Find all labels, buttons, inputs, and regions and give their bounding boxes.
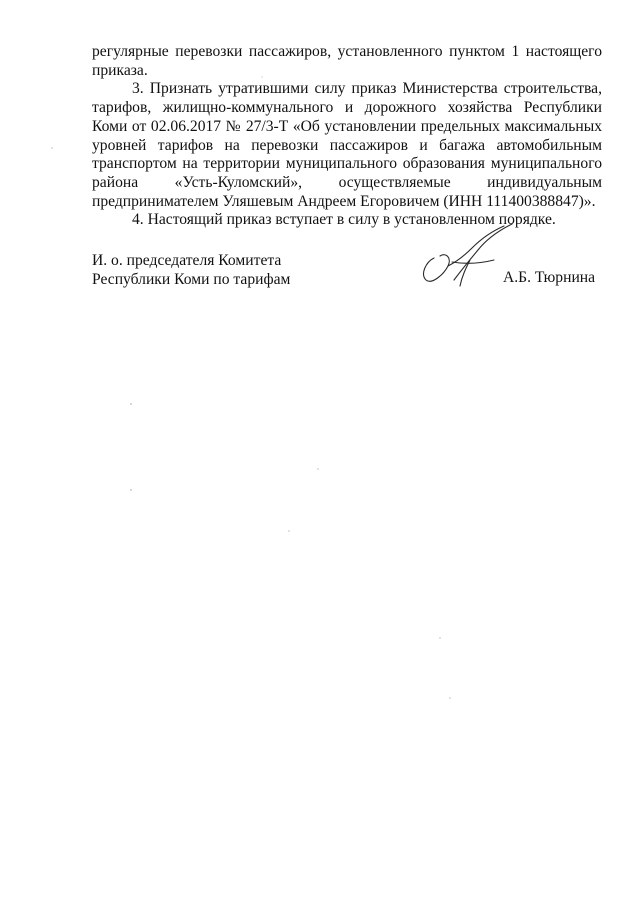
signatory-position-line2: Республики Коми по тарифам bbox=[92, 271, 291, 288]
paragraph-item-4: 4. Настоящий приказ вступает в силу в установленном порядке. bbox=[132, 211, 556, 229]
document-body bbox=[92, 43, 602, 230]
signatory-position-line1: И. о. председателя Комитета bbox=[92, 252, 282, 269]
signatory-name: А.Б. Тюрнина bbox=[503, 269, 596, 286]
paragraph-item-3: 3. Признать утратившими силу приказ Министерства строительства, тарифов, жилищно-коммунального и дорожного хозяйства Республики Коми от 02.06.2017 № 27/3-Т «Об установлении предельных максимальных уровней тарифов на перевозки пассажиров и багажа автомобильным транспортом на территории муниципального образования муниципального района «Усть-Куломский», осуществляемые индивидуальным предпринимателем Уляшевым Андреем Егоровичем (ИНН 111400388847)». bbox=[92, 80, 602, 210]
signatory-position bbox=[92, 251, 290, 289]
paragraph-continuation: регулярные перевозки пассажиров, установленного пунктом 1 настоящего приказа. bbox=[92, 43, 602, 79]
